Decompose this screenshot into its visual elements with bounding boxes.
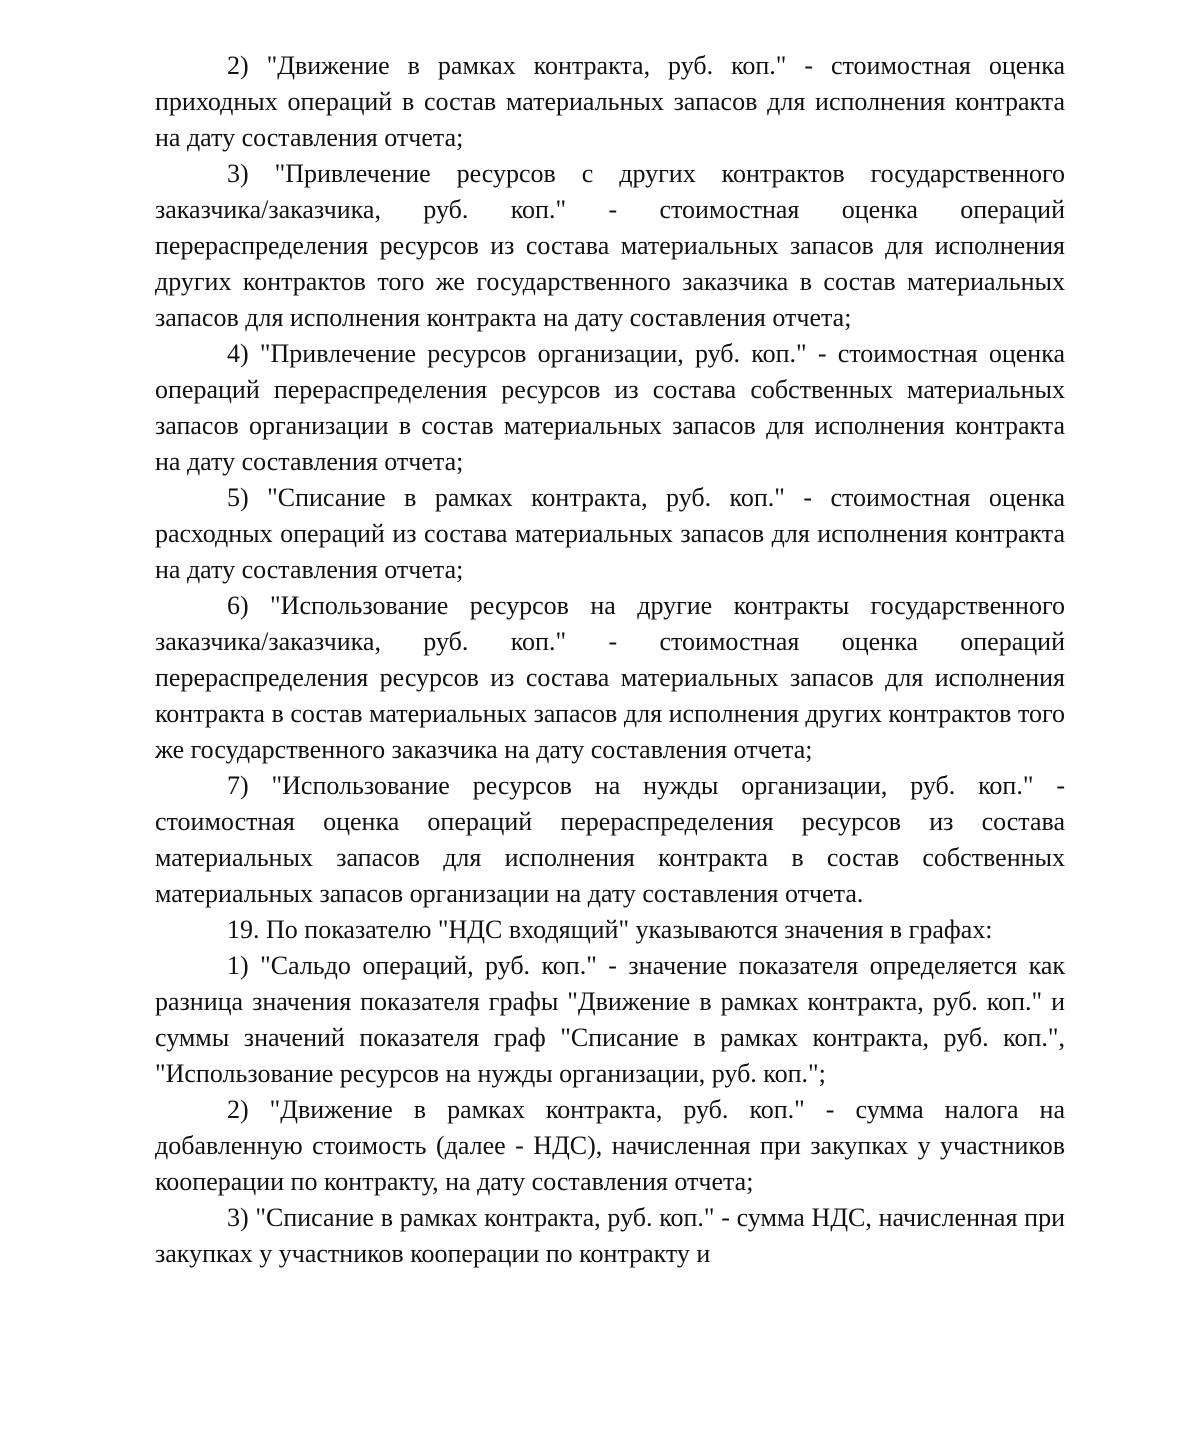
- paragraph-item-3: 3) "Привлечение ресурсов с других контрактов государственного заказчика/заказчика, руб. коп." - стоимостная оценка операций перераспределения ресурсов из состава материальных запасов для исполнения других контрактов того же государственного заказчика в состав материальных запасов для исполнения контракта на дату составления отчета;: [155, 159, 1065, 332]
- paragraph-item-7: 7) "Использование ресурсов на нужды организации, руб. коп." - стоимостная оценка операций перераспределения ресурсов из состава материальных запасов для исполнения контракта в состав собственных материальных запасов организации на дату составления отчета.: [155, 771, 1065, 908]
- paragraph-item-6: 6) "Использование ресурсов на другие контракты государственного заказчика/заказчика, руб. коп." - стоимостная оценка операций перераспределения ресурсов из состава материальных запасов для исполнения контракта в состав материальных запасов для исполнения других контрактов того же государственного заказчика на дату составления отчета;: [155, 591, 1065, 764]
- paragraph-item-19-2: 2) "Движение в рамках контракта, руб. коп." - сумма налога на добавленную стоимость (далее - НДС), начисленная при закупках у участников кооперации по контракту, на дату составления отчета;: [155, 1095, 1065, 1196]
- paragraph-item-4: 4) "Привлечение ресурсов организации, руб. коп." - стоимостная оценка операций перераспределения ресурсов из состава собственных материальных запасов организации в состав материальных запасов для исполнения контракта на дату составления отчета;: [155, 339, 1065, 476]
- paragraph-item-2: 2) "Движение в рамках контракта, руб. коп." - стоимостная оценка приходных операций в состав материальных запасов для исполнения контракта на дату составления отчета;: [155, 51, 1065, 152]
- paragraph-item-5: 5) "Списание в рамках контракта, руб. коп." - стоимостная оценка расходных операций из состава материальных запасов для исполнения контракта на дату составления отчета;: [155, 483, 1065, 584]
- paragraph-section-19: 19. По показателю "НДС входящий" указываются значения в графах:: [227, 915, 993, 944]
- document-page: [155, 48, 1065, 1272]
- paragraph-item-19-1: 1) "Сальдо операций, руб. коп." - значение показателя определяется как разница значения показателя графы "Движение в рамках контракта, руб. коп." и суммы значений показателя граф "Списание в рамках контракта, руб. коп.", "Использование ресурсов на нужды организации, руб. коп.";: [155, 951, 1065, 1088]
- paragraph-item-19-3: 3) "Списание в рамках контракта, руб. коп." - сумма НДС, начисленная при закупках у участников кооперации по контракту и: [155, 1203, 1065, 1268]
